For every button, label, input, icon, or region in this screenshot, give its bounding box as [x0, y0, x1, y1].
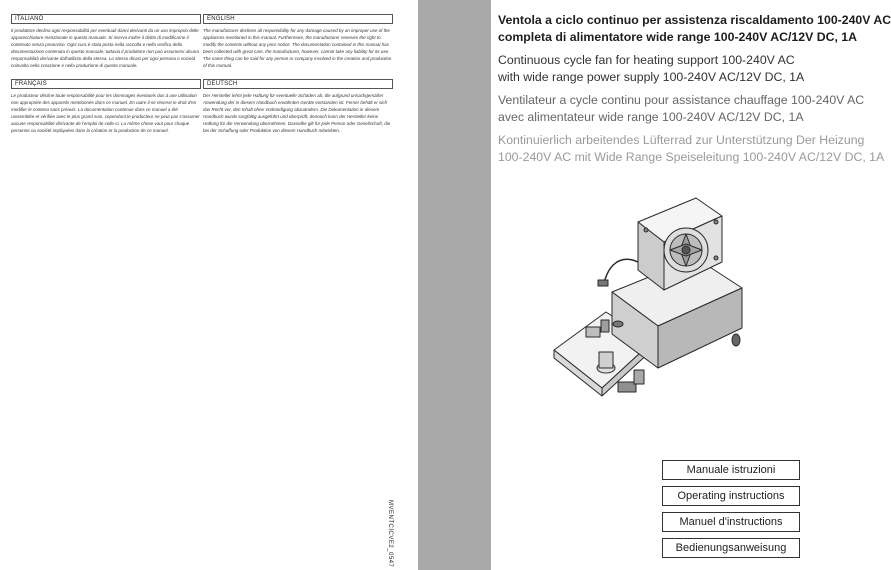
title-german-line-2: 100-240V AC mit Wide Range Speiseleitung 100-240V AC/12V DC, 1A	[498, 150, 885, 164]
manual-label-german: Bedienungsanweisung	[662, 538, 800, 558]
disclaimer-text-english: The manufacturer declines all responsibility for any damage caused by an improper use of the appliances mentioned in this manual. Furthermore, the manufacturer reserves the right to modify the contents without any prior notice. The documentation contained in this manual has been collected with great care, the manufacturer, however, cannot take any liability for its use. The same thing can be said for any person or company involved in the creation and production of this manual.	[203, 28, 392, 68]
title-italian-line-1: Ventola a ciclo continuo per assistenza riscaldamento 100-240V AC	[498, 13, 891, 27]
title-french-line-1: Ventilateur a cycle continu pour assistance chauffage 100-240V AC	[498, 93, 865, 107]
manual-label-english: Operating instructions	[662, 486, 800, 506]
title-italian	[498, 12, 891, 46]
disclaimer-italian	[11, 14, 201, 69]
disclaimer-english	[203, 14, 393, 69]
title-french	[498, 92, 865, 126]
title-german	[498, 132, 885, 166]
disclaimer-german	[203, 79, 393, 134]
gray-divider-strip	[418, 0, 491, 570]
title-italian-line-2: completa di alimentatore wide range 100-240V AC/12V DC, 1A	[498, 30, 858, 44]
title-english	[498, 52, 805, 86]
disclaimer-text-french: Le producteur décline toute responsabilité pour les dommages éventuels dus à une utilisation non appropriée des appareils mentionnés dans ce manuel. En outre il se réserve le droit d'en modifier le contenu sans préavis. La documentation contenue dans ce manuel a été rassemblée et vérifiée avec le plus grand soin, cependant,le producteur ne peut pas s'assumer aucune responsabilité dérivante de l'emploi de celle-ci. La même chose vaut pour chaque personne ou société impliquées dans la création et la production de ce manuel.	[11, 93, 200, 133]
title-french-line-2: avec alimentateur wide range 100-240V AC/12V DC, 1A	[498, 110, 804, 124]
title-english-line-1: Continuous cycle fan for heating support 100-240V AC	[498, 53, 795, 67]
manual-label-italian: Manuale istruzioni	[662, 460, 800, 480]
language-label-german: DEUTSCH	[203, 79, 393, 89]
manual-label-french: Manuel d'instructions	[662, 512, 800, 532]
language-label-english: ENGLISH	[203, 14, 393, 24]
language-label-french: FRANÇAIS	[11, 79, 201, 89]
title-german-line-1: Kontinuierlich arbeitendes Lüfterrad zur Unterstützung Der Heizung	[498, 133, 865, 147]
language-label-italian: ITALIANO	[11, 14, 201, 24]
title-english-line-2: with wide range power supply 100-240V AC/12V DC, 1A	[498, 70, 805, 84]
manual-language-list	[662, 460, 800, 564]
product-titles	[498, 12, 891, 172]
disclaimer-french	[11, 79, 201, 134]
fan-unit-illustration	[546, 192, 766, 442]
disclaimer-text-italian: Il produttore declina ogni responsabilità per eventuali danni derivanti da un uso improprio delle apparecchiature menzionate in questo manuale. Si riserva inoltre il diritto di modificarne il contenuto senza preavviso. Ogni cura è stata posta nella raccolta e nella verifica della documentazione contenuta in questo manuale, tuttavia il produttore non può assumersi alcuna responsabilità derivante dall'utilizzo della stessa. Lo stesso dicasi per ogni persona o società coinvolta nella creazione e nella produzione di questo manuale.	[11, 28, 199, 68]
disclaimer-text-german: Der Hersteller lehnt jede Haftung für eventuelle Schäden ab, die aufgrund unsachgemäßer Anwendung der in diesem Handbuch erwähnten Geräte entstanden ist. Ferner behält er sich das Recht vor, den Inhalt ohne Vorkündigung abzuändern. Die Dokumentation in diesem Handbuch wurde sorgfältig ausgeführt und überprüft, dennoch kann der Hersteller keine Haftung für die Verwendung übernehmen. Dasselbe gilt für jede Person oder Gesellschaft, die bei der Schaffung oder Produktion von diesem Handbuch mitwirkten.	[203, 93, 391, 133]
document-code: MVENTCICVE2_0547	[387, 500, 393, 568]
